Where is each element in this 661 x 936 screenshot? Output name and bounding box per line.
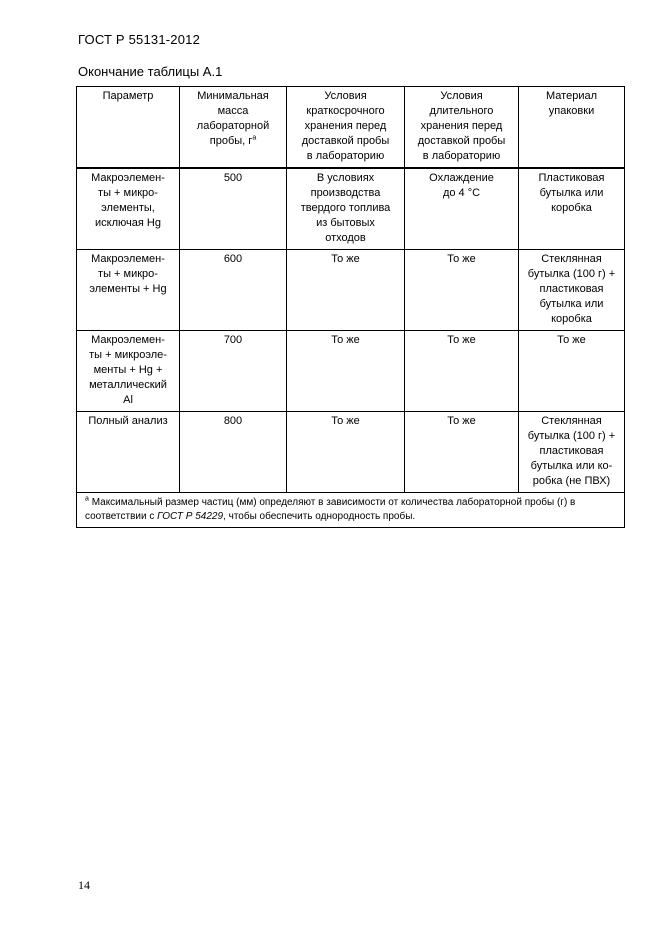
cell-mass: 700 bbox=[180, 331, 287, 412]
cell-parameter: Полный анализ bbox=[77, 412, 180, 493]
column-header-packaging: Материал упаковки bbox=[519, 87, 625, 169]
cell-packaging: Стеклянная бутылка (100 г) + пластиковая бутылка или ко- робка (не ПВХ) bbox=[519, 412, 625, 493]
cell-short-storage: В условиях производства твердого топлива из бытовых отходов bbox=[287, 168, 405, 250]
cell-packaging: Стеклянная бутылка (100 г) + пластиковая бутылка или коробка bbox=[519, 250, 625, 331]
cell-long-storage: Охлаждение до 4 °С bbox=[405, 168, 519, 250]
cell-packaging: То же bbox=[519, 331, 625, 412]
cell-mass: 500 bbox=[180, 168, 287, 250]
footnote-marker: а bbox=[252, 134, 257, 142]
footnote-text-after: , чтобы обеспечить однородность пробы. bbox=[223, 511, 416, 522]
table-caption: Окончание таблицы А.1 bbox=[78, 64, 223, 79]
footnote-row bbox=[77, 493, 625, 528]
footnote-reference: ГОСТ Р 54229 bbox=[157, 511, 224, 522]
cell-mass: 800 bbox=[180, 412, 287, 493]
page-number: 14 bbox=[78, 878, 90, 892]
document-standard-number: ГОСТ Р 55131-2012 bbox=[78, 32, 201, 47]
cell-short-storage: То же bbox=[287, 412, 405, 493]
cell-parameter: Макроэлемен- ты + микро- элементы, исключая Hg bbox=[77, 168, 180, 250]
column-header-short-storage: Условия краткосрочного хранения перед доставкой пробы в лабораторию bbox=[287, 87, 405, 169]
table-row bbox=[77, 412, 625, 493]
cell-short-storage: То же bbox=[287, 250, 405, 331]
cell-short-storage: То же bbox=[287, 331, 405, 412]
data-table bbox=[76, 86, 625, 528]
table-row bbox=[77, 250, 625, 331]
column-header-parameter: Параметр bbox=[77, 87, 180, 169]
cell-mass: 600 bbox=[180, 250, 287, 331]
table-row bbox=[77, 168, 625, 250]
cell-parameter: Макроэлемен- ты + микроэле- менты + Hg + металлический Al bbox=[77, 331, 180, 412]
footnote-mark: а bbox=[85, 495, 89, 503]
table-row bbox=[77, 331, 625, 412]
cell-long-storage: То же bbox=[405, 250, 519, 331]
cell-parameter: Макроэлемен- ты + микро- элементы + Hg bbox=[77, 250, 180, 331]
cell-long-storage: То же bbox=[405, 331, 519, 412]
column-header-min-mass: Минимальная масса лабораторной пробы, $г^а$ bbox=[180, 87, 287, 169]
cell-packaging: Пластиковая бутылка или коробка bbox=[519, 168, 625, 250]
column-header-long-storage: Условия длительного хранения перед доставкой пробы в лабораторию bbox=[405, 87, 519, 169]
table-header-row bbox=[77, 87, 625, 169]
table-footnote bbox=[77, 493, 625, 528]
footnote-text-before: Максимальный размер частиц (мм) определяют в зависимости от количества лабораторной пробы (г) в соответствии с bbox=[85, 497, 576, 522]
cell-long-storage: То же bbox=[405, 412, 519, 493]
